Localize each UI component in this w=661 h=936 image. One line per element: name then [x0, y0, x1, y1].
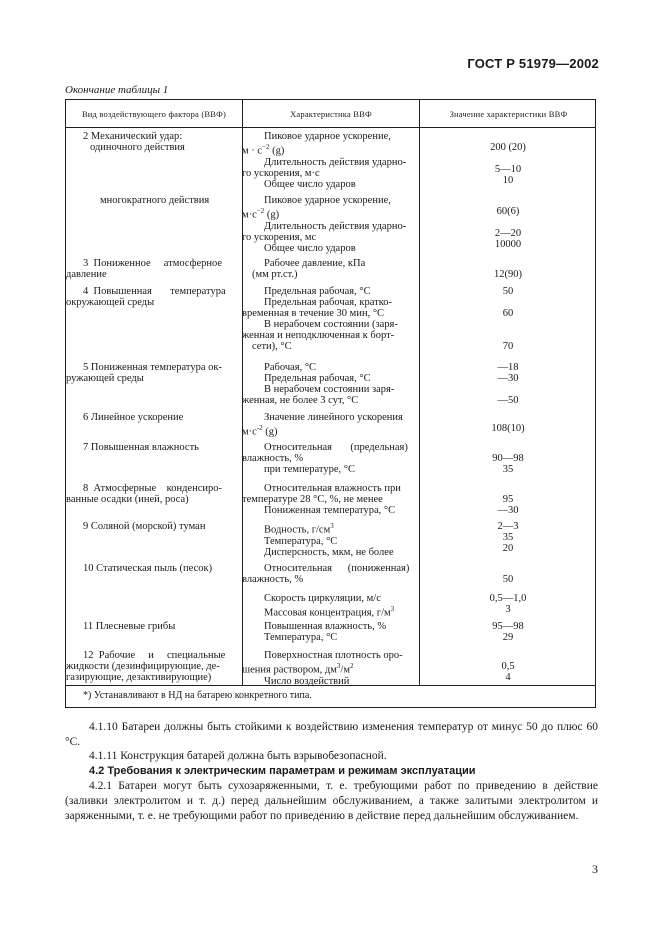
table-row-factor: 8 Атмосферные конденсиро- ванные осадки (иней, роса) [66, 483, 222, 505]
column-header-characteristic: Характеристика ВВФ [290, 109, 372, 119]
table-row-factor: многократного действия [100, 195, 210, 206]
column-header-value: Значение характеристики ВВФ [449, 109, 568, 119]
table-row-characteristic: Пиковое ударное ускорение, $м\cdot с^{-2}$ (g) Длительность действия ударно- го ускорения, мс Общее число ударов [242, 195, 407, 254]
table-row-factor: 10 Статическая пыль (песок) [83, 563, 213, 574]
table-row-characteristic: Относительная влажность при температуре 28 °С, %, не менее Пониженная температура, °С [242, 483, 401, 516]
table-row-value: 0,5 4 [501, 661, 515, 683]
table-row-factor: 6 Линейное ускорение [83, 412, 184, 423]
column-divider [419, 100, 420, 685]
table-row-characteristic: Пиковое ударное ускорение, $м \cdot с^{-2}$ (g) Длительность действия ударно- го ускорения, м·с Общее число ударов [242, 131, 407, 190]
table-row-characteristic: Относительная (предельная) влажность, % при температуре, °С [242, 442, 408, 475]
factors-table [65, 99, 596, 708]
table-row-value: 95 —30 [497, 494, 519, 516]
table-row-value: 60(6) 2—20 10000 [494, 206, 522, 250]
paragraph-4-2-1: 4.2.1 Батареи могут быть сухозаряженными, т. е. требующими работ по приведению в действие (заливки электролитом и т. д.) перед дальнейшим обслуживанием, а также залитыми электролитом и заряженными, т. е. не требующими работ по приведению в действие перед дальнейшим обслуживанием. [65, 780, 598, 822]
paragraph-4-1-10: 4.1.10 Батареи должны быть стойкими к воздействию изменения температур от минус 50 до плюс 60 °С. [65, 721, 598, 748]
table-row-factor: 2 Механический удар: одиночного действия [83, 131, 185, 153]
table-row-value: 200 (20) 5—10 10 [490, 142, 526, 186]
table-row-value: 90—98 35 [492, 453, 524, 475]
section-heading-4-2: 4.2 Требования к электрическим параметрам и режимам эксплуатации [89, 765, 476, 777]
table-row-value: 50 60 70 [502, 286, 514, 352]
table-row-characteristic: Рабочая, °С Предельная рабочая, °С В нерабочем состоянии заря- женная, не более 3 сут, °С [242, 362, 395, 406]
table-row-factor: 4 Повышенная температура окружающей среды [66, 286, 226, 308]
paragraph-4-1-11: 4.1.11 Конструкция батарей должна быть взрывобезопасной. [89, 750, 387, 762]
document-number: ГОСТ Р 51979—2002 [467, 56, 599, 71]
table-row-factor: 3 Пониженное атмосферное давление [66, 258, 223, 280]
table-row-factor: 9 Соляной (морской) туман [83, 521, 206, 532]
table-caption: Окончание таблицы 1 [65, 84, 169, 96]
table-row-characteristic: Водность, $г/см^3$ Температура, °С Дисперсность, мкм, не более [264, 522, 394, 558]
table-row-factor: 12 Рабочие и специальные жидкости (дезинфицирующие, де- газирующие, дезактивирующие) [66, 650, 226, 683]
header-divider [66, 127, 595, 128]
table-row-factor: 7 Повышенная влажность [83, 442, 199, 453]
table-row-characteristic: Предельная рабочая, °С Предельная рабочая, кратко- временная в течение 30 мин, °С В нерабочем состоянии (заря- женная и неподключенная к борт- сети), °С [242, 286, 398, 352]
table-row-value: 50 0,5—1,0 3 [489, 574, 527, 615]
table-row-characteristic: Рабочее давление, кПа (мм рт.ст.) [252, 258, 366, 280]
table-row-characteristic: Значение линейного ускорения $м\cdot с^{-2}$ (g) [242, 412, 403, 438]
page-number: 3 [592, 862, 598, 876]
table-row-value: —18 —30 —50 [497, 362, 519, 406]
table-row-factor: 11 Плесневые грибы [83, 621, 176, 632]
table-row-value: 2—3 35 20 [497, 521, 519, 554]
table-row-characteristic: Относительная (пониженная) влажность, % Скорость циркуляции, м/с Массовая концентрация, $г/м^3$ [242, 563, 410, 619]
table-footnote: *) Устанавливают в НД на батарею конкретного типа. [83, 690, 312, 701]
table-row-characteristic: Повышенная влажность, % Температура, °С [264, 621, 387, 643]
table-row-value: 12(90) [494, 269, 522, 280]
table-row-value: 95—98 29 [492, 621, 524, 643]
table-row-characteristic: Поверхностная плотность оро- шения раствором, $дм^3/м^2$ Число воздействий [242, 650, 403, 687]
table-row-value: 108(10) [491, 423, 525, 434]
table-row-factor: 5 Пониженная температура ок- ружающей среды [66, 362, 222, 384]
column-header-factor: Вид воздействующего фактора (ВВФ) [81, 109, 227, 119]
